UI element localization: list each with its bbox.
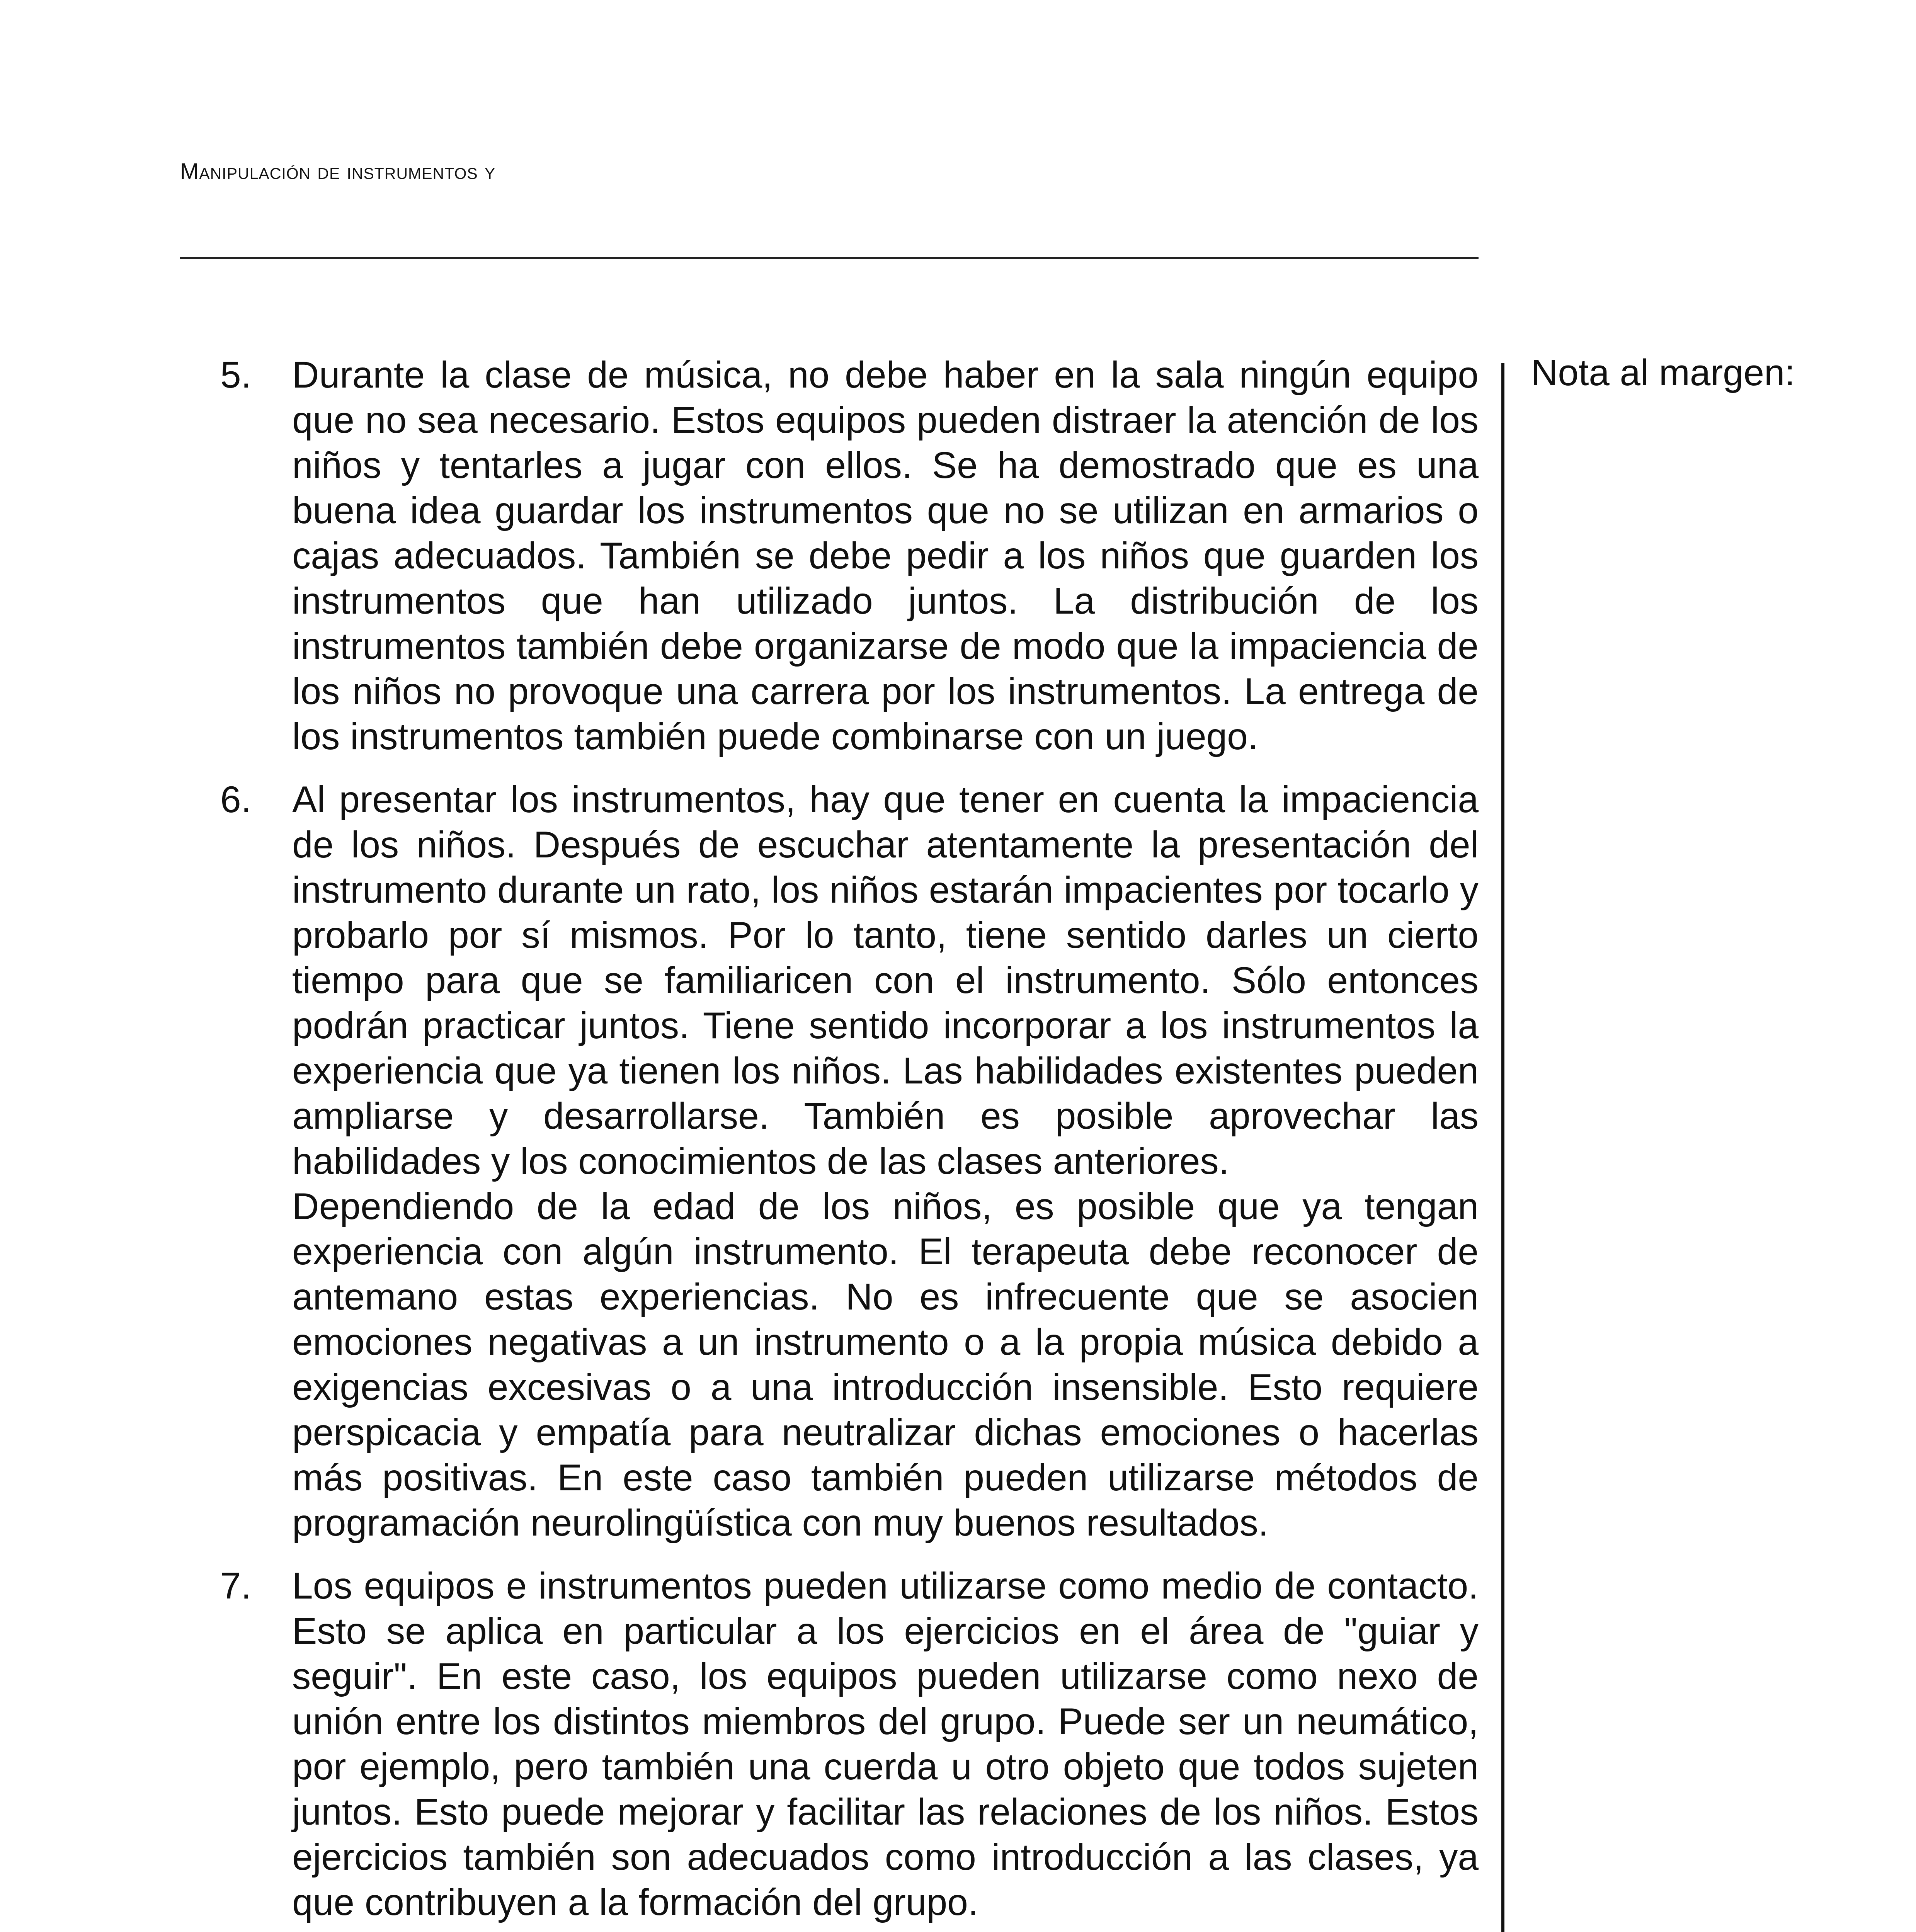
header-rule: [180, 257, 1479, 259]
item-number: 5.: [220, 354, 252, 396]
list-item: [216, 1563, 1479, 1925]
running-header: Manipulación de instrumentos y: [180, 159, 496, 184]
item-number: 7.: [220, 1565, 252, 1607]
item-paragraph: Al presentar los instrumentos, hay que tener en cuenta la impaciencia de los niños. Después de escuchar atentamente la presentación del instrumento durante un rato, los niños estarán impacientes por tocarlo y probarlo por sí mismos. Por lo tanto, tiene sentido darles un cierto tiempo para que se familiaricen con el instrumento. Sólo entonces podrán practicar juntos. Tiene sentido incorporar a los instrumentos la experiencia que ya tienen los niños. Las habilidades existentes pueden ampliarse y desarrollarse. También es posible aprovechar las habilidades y los conocimientos de las clases anteriores.: [292, 779, 1479, 1182]
item-paragraph: Los equipos e instrumentos pueden utilizarse como medio de contacto. Esto se aplica en particular a los ejercicios en el área de "guiar y seguir". En este caso, los equipos pueden utilizarse como nexo de unión entre los distintos miembros del grupo. Puede ser un neumático, por ejemplo, pero también una cuerda u otro objeto que todos sujeten juntos. Esto puede mejorar y facilitar las relaciones de los niños. Estos ejercicios también son adecuados como introducción a las clases, ya que contribuyen a la formación del grupo.: [292, 1565, 1479, 1923]
numbered-list: [216, 352, 1479, 1932]
item-paragraph: Durante la clase de música, no debe haber en la sala ningún equipo que no sea necesario. Estos equipos pueden distraer la atención de los niños y tentarles a jugar con ellos. Se ha demostrado que es una buena idea guardar los instrumentos que no se utilizan en armarios o cajas adecuados. También se debe pedir a los niños que guarden los instrumentos que han utilizado juntos. La distribución de los instrumentos también debe organizarse de modo que la impaciencia de los niños no provoque una carrera por los instrumentos. La entrega de los instrumentos también puede combinarse con un juego.: [292, 354, 1479, 757]
margin-note-label: Nota al margen:: [1531, 352, 1795, 393]
list-item: [216, 352, 1479, 759]
item-paragraph: Dependiendo de la edad de los niños, es posible que ya tengan experiencia con algún instrumento. El terapeuta debe reconocer de antemano estas experiencias. No es infrecuente que se asocien emociones negativas a un instrumento o a la propia música debido a exigencias excesivas o a una introducción insensible. Esto requiere perspicacia y empatía para neutralizar dichas emociones o hacerlas más positivas. En este caso también pueden utilizarse métodos de programación neurolingüística con muy buenos resultados.: [292, 1186, 1479, 1544]
list-item: [216, 777, 1479, 1546]
margin-divider: [1501, 363, 1504, 1932]
item-number: 6.: [220, 779, 252, 820]
